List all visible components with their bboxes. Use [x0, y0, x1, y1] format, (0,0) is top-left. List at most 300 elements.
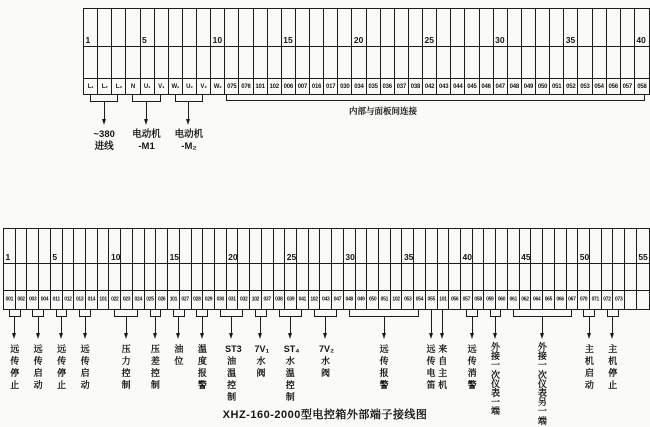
signal-label-line: 端 — [491, 406, 501, 417]
top-cell — [155, 9, 169, 46]
bottom-terminal-label: 101 — [99, 296, 107, 303]
signal-label-line: 7V₂ — [318, 344, 334, 354]
top-cell — [268, 47, 282, 78]
bottom-cell — [473, 264, 485, 290]
signal-label-line: -M₂ — [181, 141, 197, 152]
top-cell — [494, 47, 508, 78]
bottom-terminal-label: 028 — [193, 296, 201, 303]
signal-label — [196, 343, 209, 391]
bottom-cell — [238, 291, 250, 309]
signal-label — [149, 343, 162, 391]
top-terminal-label: 057 — [622, 83, 633, 90]
bottom-cell — [285, 229, 297, 263]
wire-bracket — [513, 310, 572, 317]
bottom-cell — [461, 229, 473, 263]
bottom-terminal-label: 064 — [532, 296, 541, 303]
top-cell — [338, 9, 352, 46]
bottom-cell — [109, 229, 121, 263]
bottom-cell — [602, 264, 614, 290]
arrow-down-icon — [83, 333, 87, 339]
top-cell — [254, 9, 268, 46]
bottom-terminal-label: 055 — [427, 296, 435, 303]
bottom-cell — [4, 229, 16, 263]
top-terminal-label: W₁ — [171, 83, 180, 90]
bottom-cell — [367, 291, 379, 309]
bottom-cell — [496, 229, 508, 263]
top-cell — [578, 47, 592, 78]
top-cell — [578, 9, 592, 46]
bottom-terminal-label: 025 — [146, 296, 154, 303]
bottom-cell — [379, 264, 391, 290]
signal-label-line: 进线 — [94, 141, 114, 152]
bottom-cell — [121, 229, 133, 263]
bottom-cell — [27, 291, 39, 309]
bottom-terminal-label: 002 — [17, 296, 25, 303]
top-cell — [550, 9, 564, 46]
bottom-cell — [531, 291, 543, 309]
signal-label-line: 7V₁ — [254, 344, 270, 354]
bottom-cell — [227, 291, 239, 309]
bottom-cell — [332, 291, 344, 309]
top-cell — [508, 9, 522, 46]
bottom-cell — [555, 291, 567, 309]
bottom-cell — [39, 229, 51, 263]
bottom-terminal-label: 070 — [579, 296, 588, 303]
top-terminal-label: 050 — [537, 83, 548, 90]
bottom-cell — [602, 291, 614, 309]
top-cell — [141, 9, 155, 46]
signal-label-line: 阀 — [256, 368, 266, 378]
signal-label-line: 主 — [608, 344, 618, 354]
bottom-terminal-label: 101 — [169, 296, 178, 303]
bottom-row-0 — [4, 229, 649, 263]
signal-label-line: 传 — [33, 356, 43, 366]
bottom-cell — [555, 264, 567, 290]
bottom-cell — [590, 229, 602, 263]
bottom-cell — [520, 291, 532, 309]
wire-bracket — [32, 310, 44, 317]
bottom-cell — [367, 264, 379, 290]
bottom-cell — [344, 264, 356, 290]
top-cell — [112, 79, 126, 94]
top-cell — [423, 9, 437, 46]
span-bracket — [226, 95, 645, 101]
top-terminal-label: U₂ — [186, 83, 193, 90]
bottom-cell — [461, 264, 473, 290]
top-cell — [225, 79, 239, 94]
top-cell — [155, 79, 169, 94]
bottom-cell — [192, 229, 204, 263]
bottom-terminal-label: 030 — [216, 296, 225, 303]
signal-label — [283, 343, 300, 403]
signal-label-line: 表 — [537, 388, 547, 399]
top-cell — [607, 47, 621, 78]
signal-label-line: 温 — [285, 368, 295, 378]
bottom-cell — [168, 229, 180, 263]
signal-label-line: ~380 — [93, 129, 115, 140]
bottom-cell — [625, 291, 637, 309]
wire-bracket — [279, 310, 302, 317]
top-cell — [239, 9, 253, 46]
top-terminal-label: N — [130, 83, 135, 90]
top-cell — [621, 79, 635, 94]
wire-stem — [260, 317, 261, 333]
bottom-cell — [51, 291, 63, 309]
bottom-terminal-label: 043 — [322, 296, 330, 303]
top-cell — [197, 9, 211, 46]
bottom-cell — [39, 291, 51, 309]
bottom-cell — [156, 291, 168, 309]
signal-label-line: 报 — [379, 368, 389, 378]
top-cell — [126, 9, 140, 46]
bottom-cell — [531, 229, 543, 263]
top-terminal-label: 049 — [523, 83, 534, 90]
wire-stem — [442, 310, 443, 333]
top-terminal-label: 038 — [410, 83, 421, 90]
top-terminal-label: 045 — [467, 83, 477, 90]
top-cell — [593, 9, 607, 46]
bottom-cell — [156, 229, 168, 263]
signal-label-line: 警 — [379, 380, 389, 390]
top-cell — [225, 47, 239, 78]
internal-panel-connection-label: 内部与面板间连接 — [348, 106, 417, 116]
bottom-cell — [496, 264, 508, 290]
top-terminal-label: 042 — [424, 83, 435, 90]
top-terminal-label: 058 — [637, 83, 647, 90]
top-terminal-label: 051 — [551, 83, 562, 90]
signal-label-line: 笛 — [426, 380, 436, 390]
bottom-cell — [332, 264, 344, 290]
bottom-scale-number: 40 — [462, 251, 472, 262]
bottom-cell — [391, 229, 403, 263]
bottom-cell — [180, 229, 192, 263]
arrow-down-icon — [186, 119, 190, 125]
bottom-terminal-label: 072 — [603, 296, 611, 303]
bottom-terminal-label: 059 — [486, 296, 494, 303]
top-cell — [296, 47, 310, 78]
arrow-down-icon — [540, 333, 544, 339]
signal-label — [8, 343, 21, 391]
bottom-terminal-label: 022 — [111, 296, 119, 303]
arrow-down-icon — [102, 119, 106, 125]
bottom-cell — [578, 291, 590, 309]
bottom-terminal-label: 057 — [462, 296, 471, 303]
top-cell — [84, 9, 98, 46]
top-cell — [451, 47, 465, 78]
signal-label — [55, 343, 68, 391]
signal-label-line: 远 — [10, 344, 20, 354]
bottom-terminal-label: 041 — [298, 296, 307, 303]
bottom-terminal-label: 014 — [87, 296, 96, 303]
bottom-terminal-label: 050 — [368, 296, 377, 303]
top-cell — [621, 47, 635, 78]
bottom-cell — [320, 291, 332, 309]
arrow-down-icon — [59, 333, 63, 339]
top-terminal-label: 047 — [495, 83, 505, 90]
top-cell — [324, 79, 338, 94]
top-cell — [522, 9, 536, 46]
bottom-cell — [379, 291, 391, 309]
bottom-cell — [426, 264, 438, 290]
top-cell — [395, 79, 409, 94]
bottom-cell — [567, 229, 579, 263]
signal-label-line: 水 — [320, 356, 330, 366]
signal-label — [606, 343, 619, 391]
arrow-down-icon — [36, 333, 40, 339]
signal-label-line: 控 — [150, 368, 160, 378]
wire-stem — [325, 317, 326, 333]
top-cell — [282, 79, 296, 94]
signal-label-line: 位 — [174, 356, 184, 366]
signal-label-line: 制 — [227, 392, 237, 402]
bottom-cell — [238, 229, 250, 263]
top-scale-number: 15 — [283, 34, 293, 45]
top-cell — [169, 9, 183, 46]
top-terminal-label: L₁ — [87, 83, 94, 90]
top-terminal-label: 034 — [354, 83, 364, 90]
wire-stem — [589, 317, 590, 333]
arrow-down-icon — [382, 333, 386, 339]
bottom-terminal-label: 031 — [228, 296, 236, 303]
wire-stem — [202, 317, 203, 333]
bottom-cell — [543, 264, 555, 290]
top-terminal-label: 048 — [509, 83, 520, 90]
bottom-cell — [367, 229, 379, 263]
top-cell — [451, 79, 465, 94]
signal-label-line: 一 — [537, 360, 547, 371]
bottom-cell — [449, 291, 461, 309]
bottom-cell — [98, 264, 110, 290]
top-cell — [480, 47, 494, 78]
bottom-cell — [74, 229, 86, 263]
bottom-cell — [227, 229, 239, 263]
top-cell — [169, 79, 183, 94]
wire-bracket — [173, 310, 185, 317]
top-terminal-label: 102 — [269, 83, 279, 90]
bottom-cell — [168, 291, 180, 309]
wire-stem — [38, 317, 39, 333]
signal-label-line: ST3 — [225, 344, 242, 354]
top-cell — [593, 47, 607, 78]
bottom-terminal-label: 051 — [380, 296, 389, 303]
bottom-cell — [16, 264, 28, 290]
bottom-cell — [145, 291, 157, 309]
signal-label-line: 主 — [438, 368, 448, 378]
bottom-cell — [16, 291, 28, 309]
bottom-cell — [543, 229, 555, 263]
bottom-cell — [297, 291, 309, 309]
top-cell — [409, 9, 423, 46]
top-terminal-label: 037 — [396, 83, 407, 90]
top-cell — [239, 79, 253, 94]
bottom-cell — [391, 291, 403, 309]
bottom-cell — [508, 264, 520, 290]
bottom-cell — [438, 229, 450, 263]
bottom-cell — [192, 264, 204, 290]
signal-label-line: 远 — [33, 344, 43, 354]
signal-label-line: 控 — [121, 368, 131, 378]
bottom-cell — [555, 229, 567, 263]
bottom-cell — [379, 229, 391, 263]
bottom-cell — [250, 291, 262, 309]
bottom-terminal-label: 065 — [544, 296, 553, 303]
arrow-down-icon — [229, 333, 233, 339]
top-terminal-label: L₂ — [101, 83, 108, 90]
top-cell — [296, 9, 310, 46]
signal-label-line: 远 — [467, 344, 477, 354]
wire-bracket — [583, 310, 595, 317]
bottom-cell — [484, 229, 496, 263]
top-cell — [254, 79, 268, 94]
top-terminal-label: 052 — [566, 83, 576, 90]
bottom-scale-number: 1 — [5, 251, 11, 262]
bottom-cell — [74, 264, 86, 290]
bottom-cell — [590, 291, 602, 309]
signal-label-line: 来 — [438, 344, 448, 354]
bottom-cell — [27, 264, 39, 290]
top-cell — [338, 47, 352, 78]
arrow-down-icon — [200, 333, 204, 339]
bottom-terminal-label: 027 — [181, 296, 189, 303]
top-cell — [465, 9, 479, 46]
bottom-terminal-label: 047 — [333, 296, 342, 303]
signal-label-line: 传 — [10, 356, 20, 366]
top-cell — [550, 47, 564, 78]
bottom-terminal-label: 048 — [345, 296, 353, 303]
bottom-cell — [484, 264, 496, 290]
bottom-cell — [297, 264, 309, 290]
wire-bracket — [132, 95, 160, 102]
arrow-down-icon — [429, 333, 433, 339]
signal-label-line: 差 — [150, 356, 160, 366]
bottom-terminal-label: 004 — [40, 296, 49, 303]
bottom-cell — [4, 291, 16, 309]
bottom-scale-number: 20 — [228, 251, 238, 262]
top-cell — [494, 79, 508, 94]
bottom-terminal-label: 012 — [64, 296, 72, 303]
top-row-0 — [84, 9, 649, 46]
signal-label-line: 制 — [285, 392, 295, 402]
signal-label-line: 自 — [438, 356, 448, 366]
bottom-terminal-label: 101 — [439, 296, 447, 303]
signal-label-line: 机 — [608, 356, 618, 366]
top-terminal-label: L₃ — [115, 83, 122, 90]
top-cell — [564, 47, 578, 78]
signal-label-line: -M1 — [138, 141, 155, 152]
top-cell — [268, 9, 282, 46]
bottom-cell — [344, 291, 356, 309]
wire-stem — [178, 317, 179, 333]
bottom-cell — [203, 229, 215, 263]
bottom-row-1 — [4, 263, 649, 290]
signal-label-line: 次 — [537, 369, 547, 380]
bottom-cell — [625, 229, 637, 263]
bottom-cell — [356, 264, 368, 290]
top-cell — [126, 79, 140, 94]
bottom-cell — [109, 264, 121, 290]
signal-label — [162, 129, 216, 153]
top-cell — [423, 47, 437, 78]
top-cell — [310, 47, 324, 78]
top-cell — [324, 9, 338, 46]
wire-stem — [14, 317, 15, 333]
top-cell — [465, 79, 479, 94]
bottom-cell — [520, 229, 532, 263]
bottom-cell — [156, 264, 168, 290]
top-cell — [367, 9, 381, 46]
bottom-terminal-label: 066 — [556, 296, 564, 303]
wire-bracket — [175, 95, 203, 102]
bottom-cell — [613, 229, 625, 263]
signal-label — [172, 343, 185, 367]
bottom-cell — [274, 229, 286, 263]
signal-label-line: 外 — [537, 342, 547, 352]
bottom-terminal-label: 102 — [310, 296, 318, 303]
top-cell — [141, 47, 155, 78]
top-cell — [395, 9, 409, 46]
bottom-cell — [215, 291, 227, 309]
signal-label-line: 力 — [121, 356, 131, 366]
wire-stem — [188, 102, 189, 119]
top-terminal-label: 017 — [325, 83, 336, 90]
top-cell — [607, 9, 621, 46]
top-cell — [593, 79, 607, 94]
bottom-cell — [473, 229, 485, 263]
bottom-cell — [121, 291, 133, 309]
bottom-scale-number: 10 — [110, 251, 121, 262]
signal-label — [378, 343, 391, 391]
bottom-terminal-label: 053 — [404, 296, 412, 303]
top-terminal-label: 076 — [241, 83, 251, 90]
top-cell — [112, 9, 126, 46]
top-cell — [268, 79, 282, 94]
top-cell — [536, 9, 550, 46]
bottom-terminal-label: 011 — [52, 296, 60, 303]
top-cell — [352, 47, 366, 78]
signal-label-line: 动 — [33, 380, 43, 390]
wire-stem — [85, 317, 86, 333]
top-cell — [211, 79, 225, 94]
bottom-cell — [262, 264, 274, 290]
top-cell — [254, 47, 268, 78]
signal-label-line: 温 — [227, 368, 237, 378]
signal-label-line: 警 — [197, 380, 207, 390]
bottom-cell — [16, 229, 28, 263]
signal-label-line: 传 — [467, 356, 477, 366]
signal-label-line: 表 — [491, 388, 501, 399]
bottom-cell — [145, 229, 157, 263]
bottom-terminal-label: 102 — [392, 296, 400, 303]
bottom-terminal-label: 067 — [568, 296, 576, 303]
bottom-terminal-label: 071 — [591, 296, 600, 303]
bottom-cell — [27, 229, 39, 263]
signal-label-line: 电动机 — [174, 129, 204, 140]
signal-label-line: 启 — [584, 368, 594, 378]
top-scale-number: 25 — [424, 34, 434, 45]
bottom-cell — [133, 291, 145, 309]
top-cell — [621, 9, 635, 46]
top-cell — [536, 79, 550, 94]
signal-label-line: 停 — [57, 368, 67, 378]
arrow-down-icon — [587, 333, 591, 339]
top-cell — [197, 79, 211, 94]
bottom-cell — [590, 264, 602, 290]
top-terminal-label: 043 — [438, 83, 449, 90]
bottom-cell — [531, 264, 543, 290]
bottom-cell — [508, 291, 520, 309]
top-cell — [126, 47, 140, 78]
arrow-down-icon — [153, 333, 157, 339]
